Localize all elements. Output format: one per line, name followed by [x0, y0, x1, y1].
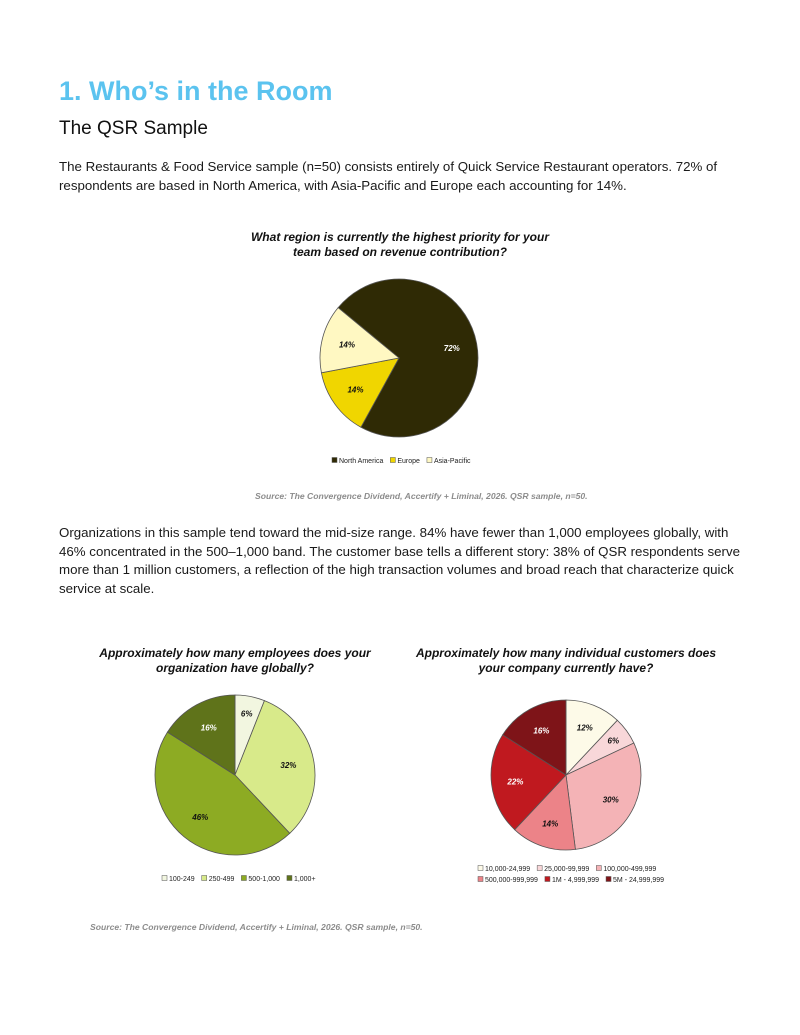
subsection-title: The QSR Sample [59, 118, 208, 139]
region-slice-label-2: 14% [338, 340, 356, 350]
customers-legend-label-3: 500,000-999,999 [485, 877, 538, 884]
region-legend-swatch-1 [390, 458, 395, 463]
employees-legend-label-1: 250-499 [208, 876, 235, 883]
employees-legend-swatch-3 [287, 876, 292, 881]
region-pie-chart [300, 272, 500, 472]
employees-legend-label-2: 500-1,000 [248, 876, 280, 883]
customers-legend-swatch-1 [537, 866, 542, 871]
intro-paragraph: The Restaurants & Food Service sample (n=50) consists entirely of Quick Service Restaurant operators. 72% of respondents are based in North America, with Asia-Pacific and Europe each accounting for 14%. [59, 159, 718, 193]
customers-legend-label-0: 10,000-24,999 [485, 866, 531, 873]
customers-slice-label-5: 16% [533, 726, 550, 736]
region-slice-label-1: 14% [347, 385, 364, 395]
employees-legend-swatch-2 [241, 876, 246, 881]
customers-legend-label-2: 100,000-499,999 [603, 866, 657, 873]
region-legend-label-2: Asia-Pacific [433, 458, 471, 465]
customers-legend-swatch-2 [596, 866, 601, 871]
customers-legend-swatch-4 [545, 877, 550, 882]
employees-slice-label-0: 6% [240, 709, 253, 719]
customers-pie-chart [466, 688, 676, 893]
customers-legend-label-5: 5M - 24,999,999 [613, 877, 665, 884]
employees-legend-swatch-1 [202, 876, 207, 881]
customers-legend-swatch-0 [478, 866, 483, 871]
employees-slice-label-2: 46% [192, 812, 209, 822]
customers-legend-label-4: 1M - 4,999,999 [551, 877, 600, 884]
employees-slice-label-1: 32% [280, 760, 297, 770]
employees-chart-title: Approximately how many employees does your organization have globally? [99, 646, 371, 675]
customers-slice-label-2: 30% [602, 795, 619, 805]
region-chart [240, 230, 560, 260]
region-legend-label-1: Europe [397, 458, 420, 465]
customers-legend-swatch-3 [478, 877, 483, 882]
employees-legend-swatch-0 [162, 876, 167, 881]
customers-legend-label-1: 25,000-99,999 [544, 866, 590, 873]
employees-slice-label-3: 16% [200, 723, 217, 733]
region-legend-swatch-2 [427, 458, 432, 463]
customers-legend-swatch-5 [606, 877, 611, 882]
employees-chart [75, 646, 395, 676]
customers-slice-label-4: 22% [507, 777, 524, 787]
region-chart-title: What region is currently the highest priority for your team based on revenue contribution? [250, 230, 550, 259]
section-title: 1. Who’s in the Room [59, 76, 333, 106]
customers-chart [406, 646, 726, 676]
size-paragraph: Organizations in this sample tend toward the mid-size range. 84% have fewer than 1,000 employees globally, with 46% concentrated in the 500–1,000 band. The customer base tells a different story: 38% of QSR respondents serve more than 1 million customers, a reflection of the high transaction volumes and broad reach that characterize quick service at scale. [59, 525, 741, 596]
employees-pie-chart [135, 688, 335, 893]
region-legend-label-0: North America [339, 458, 384, 465]
customers-slice-label-0: 12% [576, 723, 593, 733]
customers-chart-title: Approximately how many individual customers does your company currently have? [415, 646, 717, 675]
customers-slice-label-1: 6% [607, 736, 620, 746]
employees-legend-label-0: 100-249 [169, 876, 195, 883]
source-note-2: Source: The Convergence Dividend, Accertify + Liminal, 2026. QSR sample, n=50. [90, 922, 423, 932]
region-slice-label-0: 72% [443, 343, 460, 353]
region-legend-swatch-0 [332, 458, 337, 463]
customers-slice-label-3: 14% [542, 819, 559, 829]
source-note-1: Source: The Convergence Dividend, Accertify + Liminal, 2026. QSR sample, n=50. [255, 491, 588, 501]
employees-legend-label-3: 1,000+ [293, 876, 316, 883]
